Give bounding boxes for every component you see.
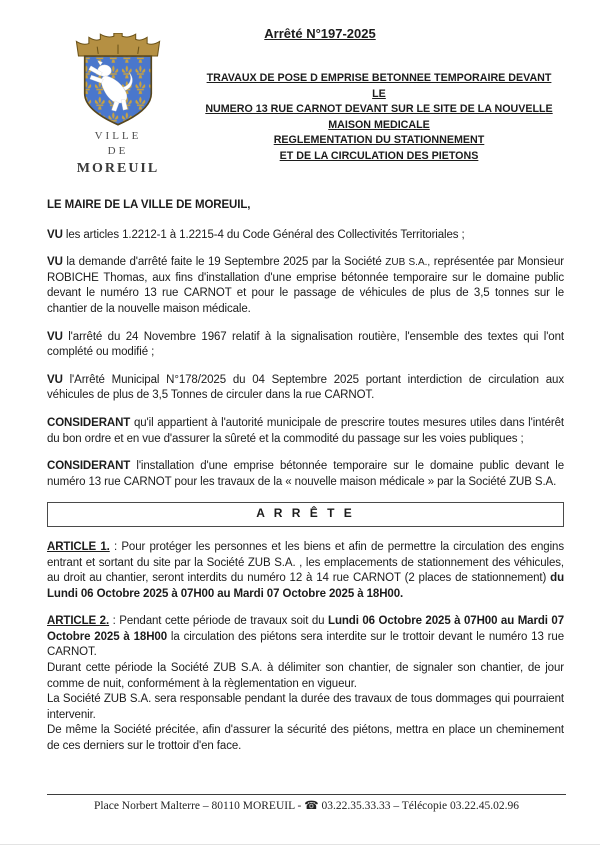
logo-text-moreuil: MOREUIL [76,161,160,176]
company-name: ZUB S.A., [385,257,431,269]
document-title: Arrêté N°197-2025 [264,26,376,41]
article-1-label: ARTICLE 1. [47,540,110,553]
recital-vu-arrete-1967 [47,330,564,361]
article-2-label: ARTICLE 2. [47,615,110,628]
arrete-heading: A R R Ê T E [256,506,355,521]
recital-vu-arrete-municipal [47,373,564,404]
recital-text: la demande d'arrêté faite le 19 Septembre 2025 par la Société [62,256,386,269]
recital-text: l'Arrêté Municipal N°178/2025 du 04 Septembre 2025 portant interdiction de circulation aux véhicules de plus de 3,5 Tonnes de circuler dans la rue CARNOT. [47,373,564,402]
recital-text: les articles 1.2212-1 à 1.2215-4 du Code Général des Collectivités Territoriales ; [62,228,465,241]
arrete-heading-box [47,502,564,527]
article-2-paragraph-4: De même la Société précitée, afin d'assurer la sécurité des piétons, mettra en place un cheminement de ces derniers sur le trottoir d'en face. [47,724,564,753]
subject-line: NUMERO 13 RUE CARNOT DEVANT SUR LE SITE DE LA NOUVELLE [205,103,553,115]
recital-text: qu'il appartient à l'autorité municipale de prescrire toutes mesures utiles dans l'intérêt du bon ordre et en vue d'assurer la sûreté et la commodité du passage sur les voies publiques ; [47,416,564,445]
article-1-period-bold: du Lundi 06 Octobre 2025 à 07H00 au Mardi 07 Octobre 2025 à 18H00. [47,572,564,600]
subject-line: TRAVAUX DE POSE D EMPRISE BETONNEE TEMPORAIRE DEVANT LE [206,72,552,100]
recital-lead: VU [47,256,63,269]
article-2-paragraph-3: La Société ZUB S.A. sera responsable pendant la durée des travaux de tous dommages qui pourraient intervenir. [47,693,564,721]
recital-lead: CONSIDERANT [47,460,131,473]
recital-lead: CONSIDERANT [47,416,131,429]
document-body [47,198,564,755]
footer-address: Place Norbert Malterre – 80110 MOREUIL - ☎ 03.22.35.33.33 – Télécopie 03.22.45.02.96 [47,794,566,812]
article-2-period-bold: Lundi 06 Octobre 2025 à 07H00 au Mardi 07 Octobre 2025 à 18H00 [47,615,564,643]
subject-block [200,71,558,164]
recital-lead: VU [47,228,63,241]
document-header [0,0,600,198]
subject-line: REGLEMENTATION DU STATIONNEMENT [273,134,485,146]
recital-lead: VU [47,373,63,386]
recital-text: l'installation d'une emprise bétonnée temporaire sur le domaine public devant le numéro 13 rue CARNOT pour les travaux de la « nouvelle maison médicale » par la Société ZUB S.A. [47,460,564,488]
moreuil-coat-of-arms-icon [66,33,170,129]
recital-vu-articles [47,228,564,244]
article-2-block [47,614,564,754]
recital-vu-demande [47,255,564,317]
subject-line: MAISON MEDICALE [328,118,430,131]
subject-line: ET DE LA CIRCULATION DES PIETONS [279,149,479,162]
article-2-text: la circulation des piétons sera interdite sur le trottoir devant le numéro 13 rue CARNOT. [47,630,564,659]
recital-considerant-1 [47,416,564,447]
article-2-paragraph-2: Durant cette période la Société ZUB S.A. à délimiter son chantier, de signaler son chantier, de jour comme de nuit, conformément à la règlementation en vigueur. [47,662,564,690]
article-2-text: : Pendant cette période de travaux soit du [109,615,329,628]
logo-text-ville: VILLE [94,130,142,142]
scan-edge-artifact [0,844,600,845]
recital-text: l'arrêté du 24 Novembre 1967 relatif à la signalisation routière, l'ensemble des textes qui l'ont complété ou modifié ; [47,330,564,359]
recital-text: représentée par Monsieur ROBICHE Thomas, aux fins d'installation d'une emprise bétonnée temporaire sur le domaine public devant le numéro 13 rue CARNOT et pour le passage de véhicules de plus de 3,5 tonnes sur le chantier de la nouvelle maison médicale. [47,256,564,315]
opening-line: LE MAIRE DE LA VILLE DE MOREUIL, [47,199,251,211]
recital-considerant-2 [47,459,564,490]
article-1-text: : Pour protéger les personnes et les biens et afin de permettre la circulation des engins entrant et sortant du site par la Société ZUB S.A. , les emplacements de stationnement des véhicules, au droit au chantier, seront interdits du numéro 12 à 14 rue CARNOT (2 places de stationnement) [47,540,564,585]
recital-lead: VU [47,330,63,343]
logo-text-de: DE [107,145,129,157]
article-1-paragraph [47,540,564,602]
city-logo-block [60,33,176,178]
article-2-paragraph-1 [47,614,564,661]
